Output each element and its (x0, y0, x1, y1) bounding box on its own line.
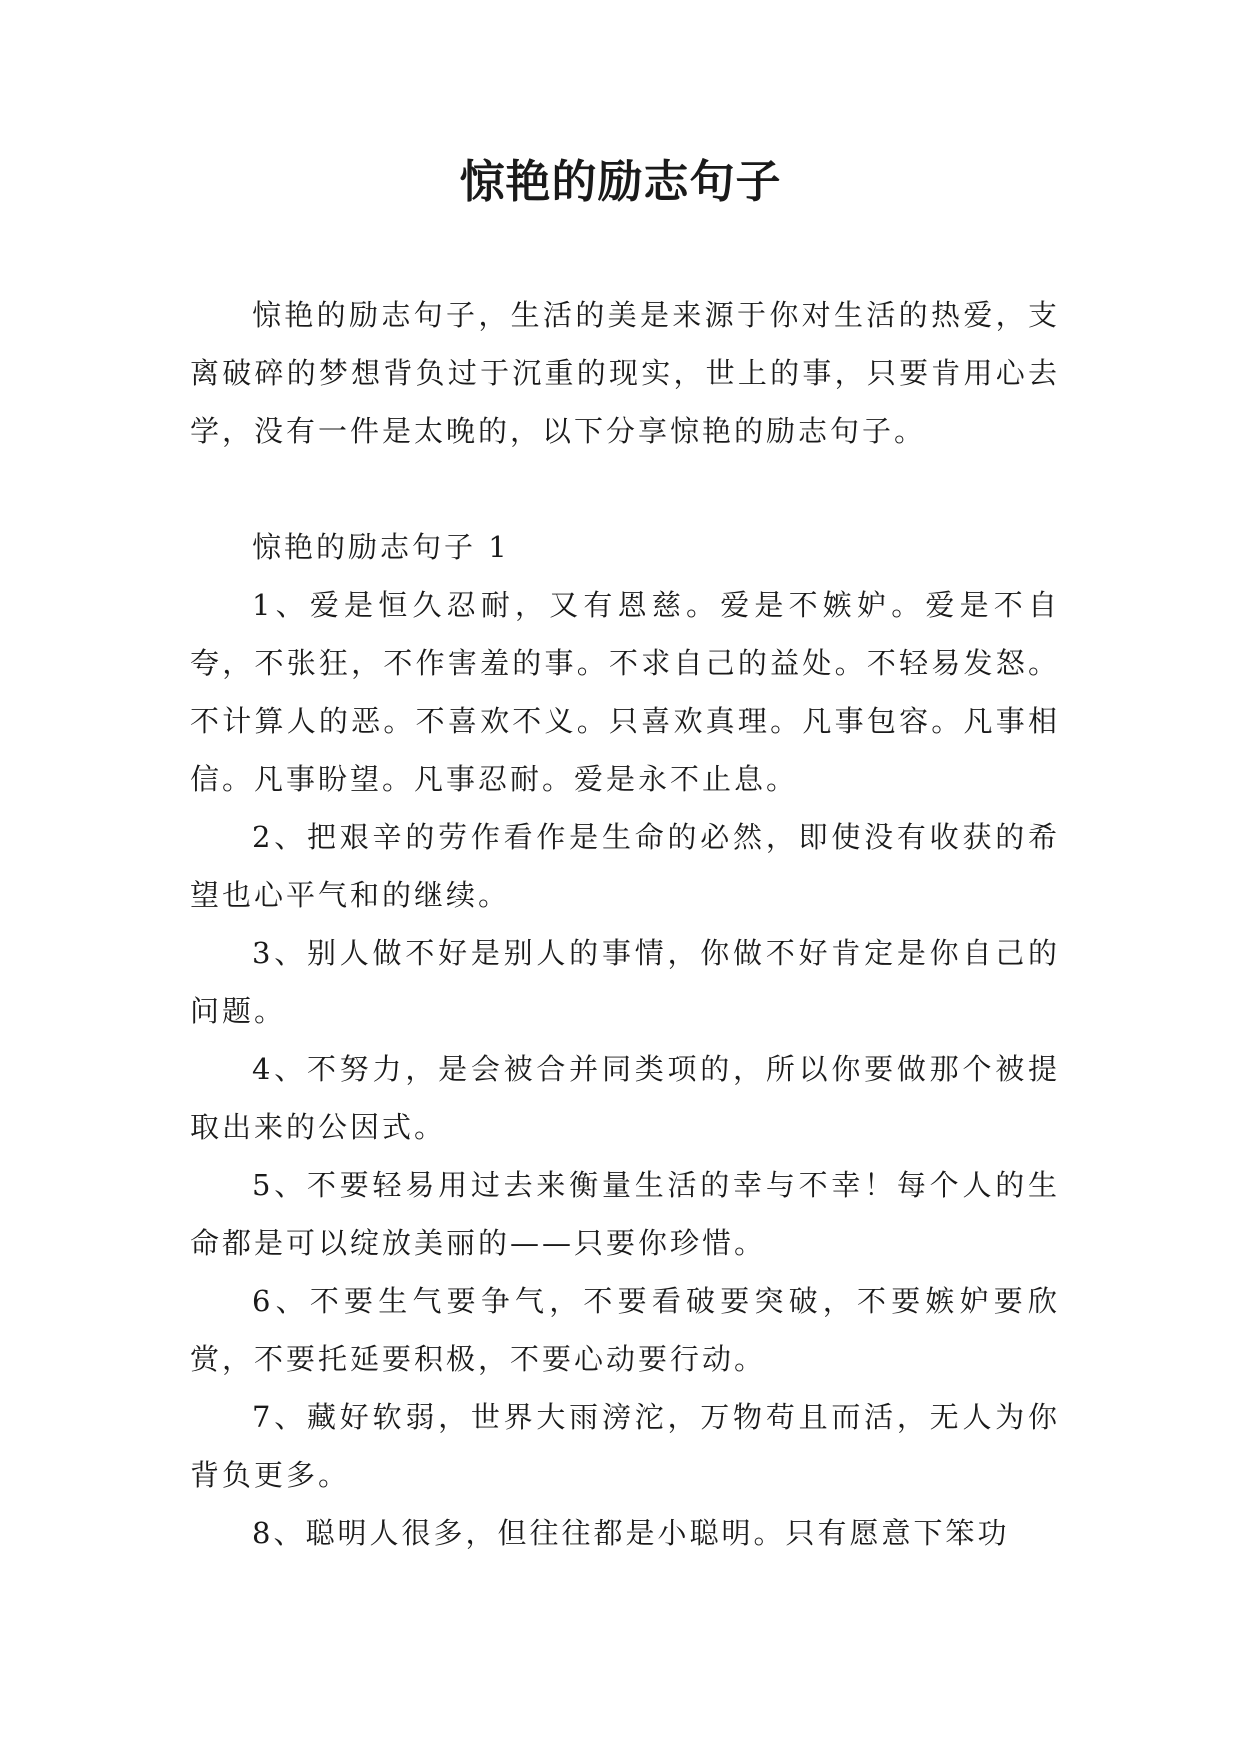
list-item: 2、把艰辛的劳作看作是生命的必然，即使没有收获的希望也心平气和的继续。 (190, 820, 1060, 912)
list-item: 3、别人做不好是别人的事情，你做不好肯定是你自己的问题。 (190, 936, 1060, 1028)
list-item: 8、聪明人很多，但往往都是小聪明。只有愿意下笨功 (252, 1516, 1010, 1550)
list-item: 4、不努力，是会被合并同类项的，所以你要做那个被提取出来的公因式。 (190, 1052, 1060, 1144)
section-heading: 惊艳的励志句子 1 (252, 530, 510, 564)
list-item: 5、不要轻易用过去来衡量生活的幸与不幸！每个人的生命都是可以绽放美丽的——只要你珍惜。 (190, 1168, 1060, 1260)
list-item: 1、爱是恒久忍耐，又有恩慈。爱是不嫉妒。爱是不自夸，不张狂，不作害羞的事。不求自己的益处。不轻易发怒。不计算人的恶。不喜欢不义。只喜欢真理。凡事包容。凡事相信。凡事盼望。凡事忍耐。爱是永不止息。 (190, 588, 1060, 796)
intro-paragraph: 惊艳的励志句子，生活的美是来源于你对生活的热爱，支离破碎的梦想背负过于沉重的现实，世上的事，只要肯用心去学，没有一件是太晚的，以下分享惊艳的励志句子。 (190, 298, 1060, 448)
list-item: 7、藏好软弱，世界大雨滂沱，万物苟且而活，无人为你背负更多。 (190, 1400, 1060, 1492)
document-body (190, 286, 1060, 1562)
document-title: 惊艳的励志句子 (459, 155, 782, 208)
list-item: 6、不要生气要争气，不要看破要突破，不要嫉妒要欣赏，不要托延要积极，不要心动要行动。 (190, 1284, 1060, 1376)
